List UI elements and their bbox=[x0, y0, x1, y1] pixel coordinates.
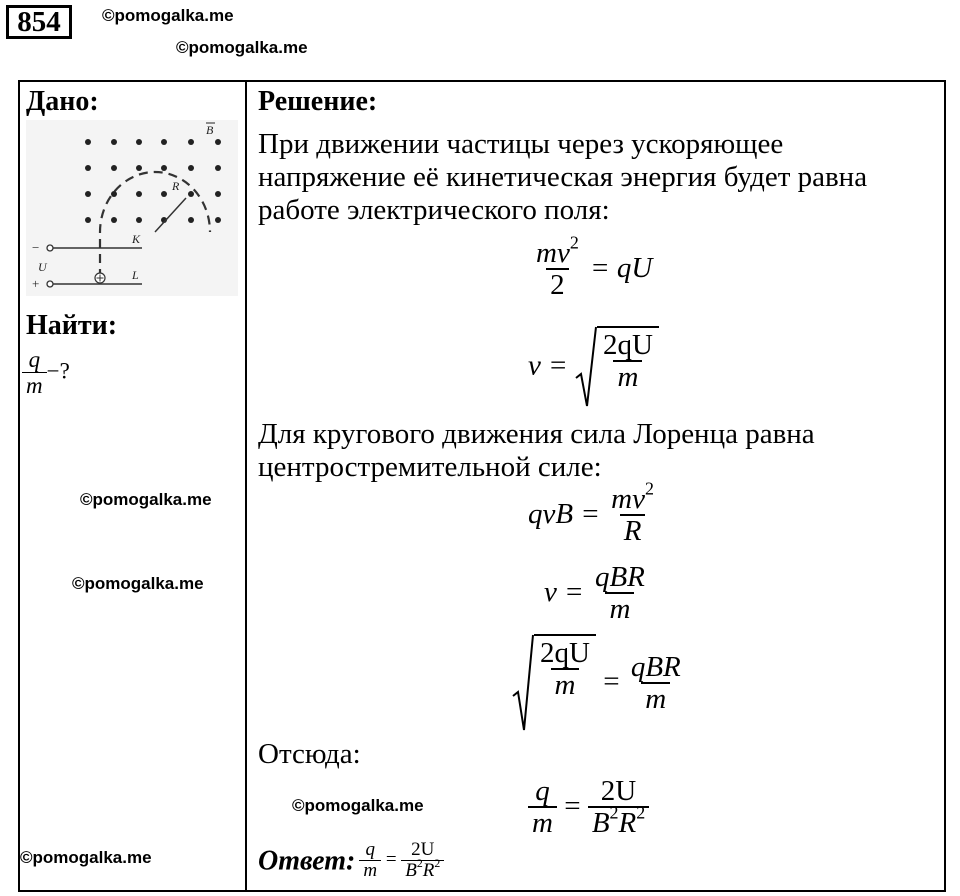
paragraph-1-line: При движении частицы через ускоряющее bbox=[258, 128, 784, 160]
eq5-equals: = bbox=[603, 665, 620, 698]
paragraph-1 bbox=[258, 128, 867, 227]
find-quantity bbox=[22, 348, 70, 398]
given-header: Дано: bbox=[26, 86, 99, 117]
eq2-num: 2qU bbox=[602, 329, 653, 361]
eq5-den-right: m bbox=[641, 682, 670, 716]
problem-number: 854 bbox=[6, 5, 72, 39]
watermark: ©pomogalka.me bbox=[176, 38, 308, 57]
eq5-num-right: qBR bbox=[630, 650, 681, 683]
answer-label: Ответ: bbox=[258, 845, 356, 877]
magnetic-field-figure bbox=[26, 120, 238, 296]
eq4-num: qBR bbox=[594, 561, 645, 593]
eq6-den-b-exp: 2 bbox=[609, 802, 619, 823]
eq5-num-left: 2qU bbox=[540, 637, 590, 669]
find-suffix: −? bbox=[46, 358, 70, 384]
watermark: ©pomogalka.me bbox=[102, 6, 234, 25]
solution-header: Решение: bbox=[258, 86, 378, 117]
equation-equality bbox=[512, 634, 685, 734]
label-U: U bbox=[38, 260, 47, 274]
paragraph-2-line: Для кругового движения сила Лоренца равна bbox=[258, 418, 815, 450]
from-here-text: Отсюда: bbox=[258, 738, 361, 770]
eq6-den-left: m bbox=[528, 806, 557, 840]
equation-velocity bbox=[544, 562, 649, 626]
eq5-den-left: m bbox=[551, 668, 580, 702]
find-denominator: m bbox=[22, 372, 47, 398]
eq1-num: mv bbox=[536, 237, 570, 269]
eq3-exp: 2 bbox=[644, 478, 654, 499]
eq4-den: m bbox=[605, 592, 634, 626]
paragraph-1-line: работе электрического поля: bbox=[258, 194, 610, 226]
label-L: L bbox=[132, 268, 139, 282]
equation-velocity-root bbox=[528, 326, 659, 410]
paragraph-2 bbox=[258, 418, 815, 484]
eq2-lhs: v = bbox=[528, 349, 568, 382]
equation-result bbox=[528, 776, 649, 840]
label-plus: + bbox=[32, 276, 40, 291]
answer-num-left: q bbox=[365, 840, 375, 860]
eq1-den: 2 bbox=[546, 268, 569, 302]
paragraph-1-line: напряжение её кинетическая энергия будет равна bbox=[258, 161, 868, 193]
eq2-den: m bbox=[613, 360, 642, 394]
eq3-den: R bbox=[620, 514, 646, 548]
find-header: Найти: bbox=[26, 310, 118, 341]
eq6-den-b: B bbox=[591, 807, 610, 840]
answer-den-left: m bbox=[359, 860, 381, 882]
eq4-lhs: v = bbox=[544, 575, 584, 608]
eq6-num-left: q bbox=[535, 775, 550, 807]
eq6-den-r-exp: 2 bbox=[636, 802, 646, 823]
answer-den-r: R bbox=[422, 859, 435, 881]
eq3-num: mv bbox=[611, 483, 645, 515]
equation-energy bbox=[532, 232, 653, 302]
answer-den-r-exp: 2 bbox=[434, 857, 441, 871]
watermark: ©pomogalka.me bbox=[292, 796, 424, 815]
answer-den-b-exp: 2 bbox=[416, 857, 423, 871]
sqrt-sign bbox=[575, 326, 659, 410]
label-minus: − bbox=[32, 240, 40, 255]
find-numerator: q bbox=[28, 347, 41, 372]
eq3-lhs: qvB = bbox=[528, 497, 600, 530]
label-R: R bbox=[172, 179, 180, 193]
eq1-exp: 2 bbox=[569, 232, 579, 253]
answer-num-right: 2U bbox=[411, 840, 435, 860]
answer-den-b: B bbox=[405, 859, 417, 881]
eq6-num-right: 2U bbox=[600, 775, 637, 807]
answer-line bbox=[258, 840, 444, 892]
answer-equals: = bbox=[385, 849, 397, 871]
watermark: ©pomogalka.me bbox=[80, 490, 212, 509]
watermark: ©pomogalka.me bbox=[72, 574, 204, 593]
label-K: K bbox=[132, 232, 141, 246]
watermark: ©pomogalka.me bbox=[20, 848, 152, 867]
label-B: B bbox=[206, 123, 214, 137]
eq6-equals: = bbox=[564, 789, 581, 822]
equation-lorentz bbox=[528, 478, 658, 548]
eq1-rhs: = qU bbox=[590, 251, 653, 284]
column-divider bbox=[245, 80, 247, 892]
sqrt-sign bbox=[512, 634, 596, 734]
paragraph-2-line: центростремительной силе: bbox=[258, 451, 602, 483]
eq6-den-r: R bbox=[618, 807, 637, 840]
